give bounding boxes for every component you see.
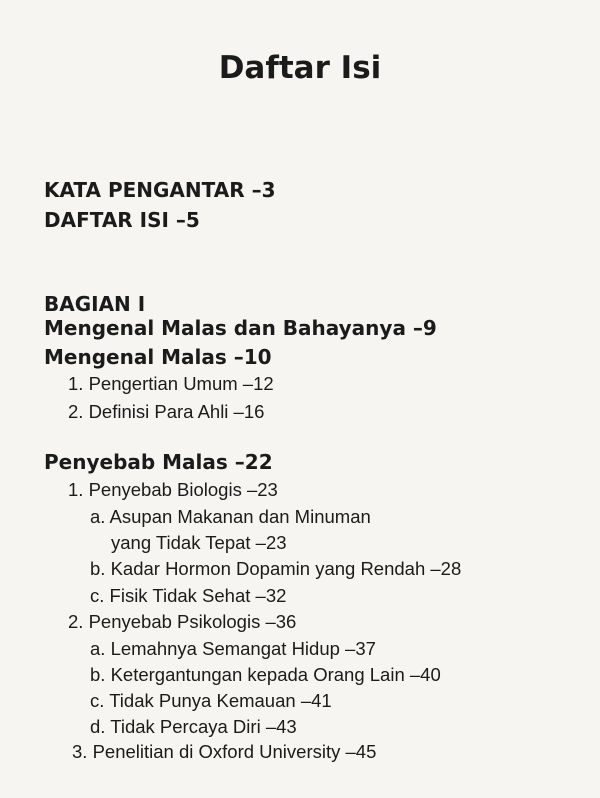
- toc-entry-daftar-isi: DAFTAR ISI –5: [44, 208, 200, 232]
- section-heading-penyebab-malas: Penyebab Malas –22: [44, 450, 273, 474]
- toc-entry-asupan-makanan: a. Asupan Makanan dan Minuman: [90, 506, 371, 527]
- toc-entry-lemahnya-semangat: a. Lemahnya Semangat Hidup –37: [90, 638, 376, 659]
- page-title: Daftar Isi: [218, 50, 382, 86]
- toc-entry-penyebab-biologis: 1. Penyebab Biologis –23: [68, 479, 278, 500]
- toc-entry-definisi-para-ahli: 2. Definisi Para Ahli –16: [68, 401, 265, 422]
- part-label: BAGIAN I: [44, 292, 146, 316]
- toc-entry-kata-pengantar: KATA PENGANTAR –3: [44, 178, 276, 202]
- toc-entry-asupan-makanan-cont: yang Tidak Tepat –23: [111, 532, 287, 553]
- part-heading: Mengenal Malas dan Bahayanya –9: [44, 316, 437, 340]
- toc-entry-penyebab-psikologis: 2. Penyebab Psikologis –36: [68, 611, 297, 632]
- toc-entry-kadar-hormon: b. Kadar Hormon Dopamin yang Rendah –28: [90, 558, 462, 579]
- toc-entry-fisik-tidak-sehat: c. Fisik Tidak Sehat –32: [90, 585, 287, 606]
- toc-entry-ketergantungan: b. Ketergantungan kepada Orang Lain –40: [90, 664, 441, 685]
- toc-entry-tidak-punya-kemauan: c. Tidak Punya Kemauan –41: [90, 690, 332, 711]
- toc-entry-tidak-percaya-diri: d. Tidak Percaya Diri –43: [90, 716, 297, 737]
- toc-entry-pengertian-umum: 1. Pengertian Umum –12: [68, 373, 274, 394]
- section-heading-mengenal-malas: Mengenal Malas –10: [44, 345, 272, 369]
- toc-entry-penelitian-oxford: 3. Penelitian di Oxford University –45: [72, 741, 377, 762]
